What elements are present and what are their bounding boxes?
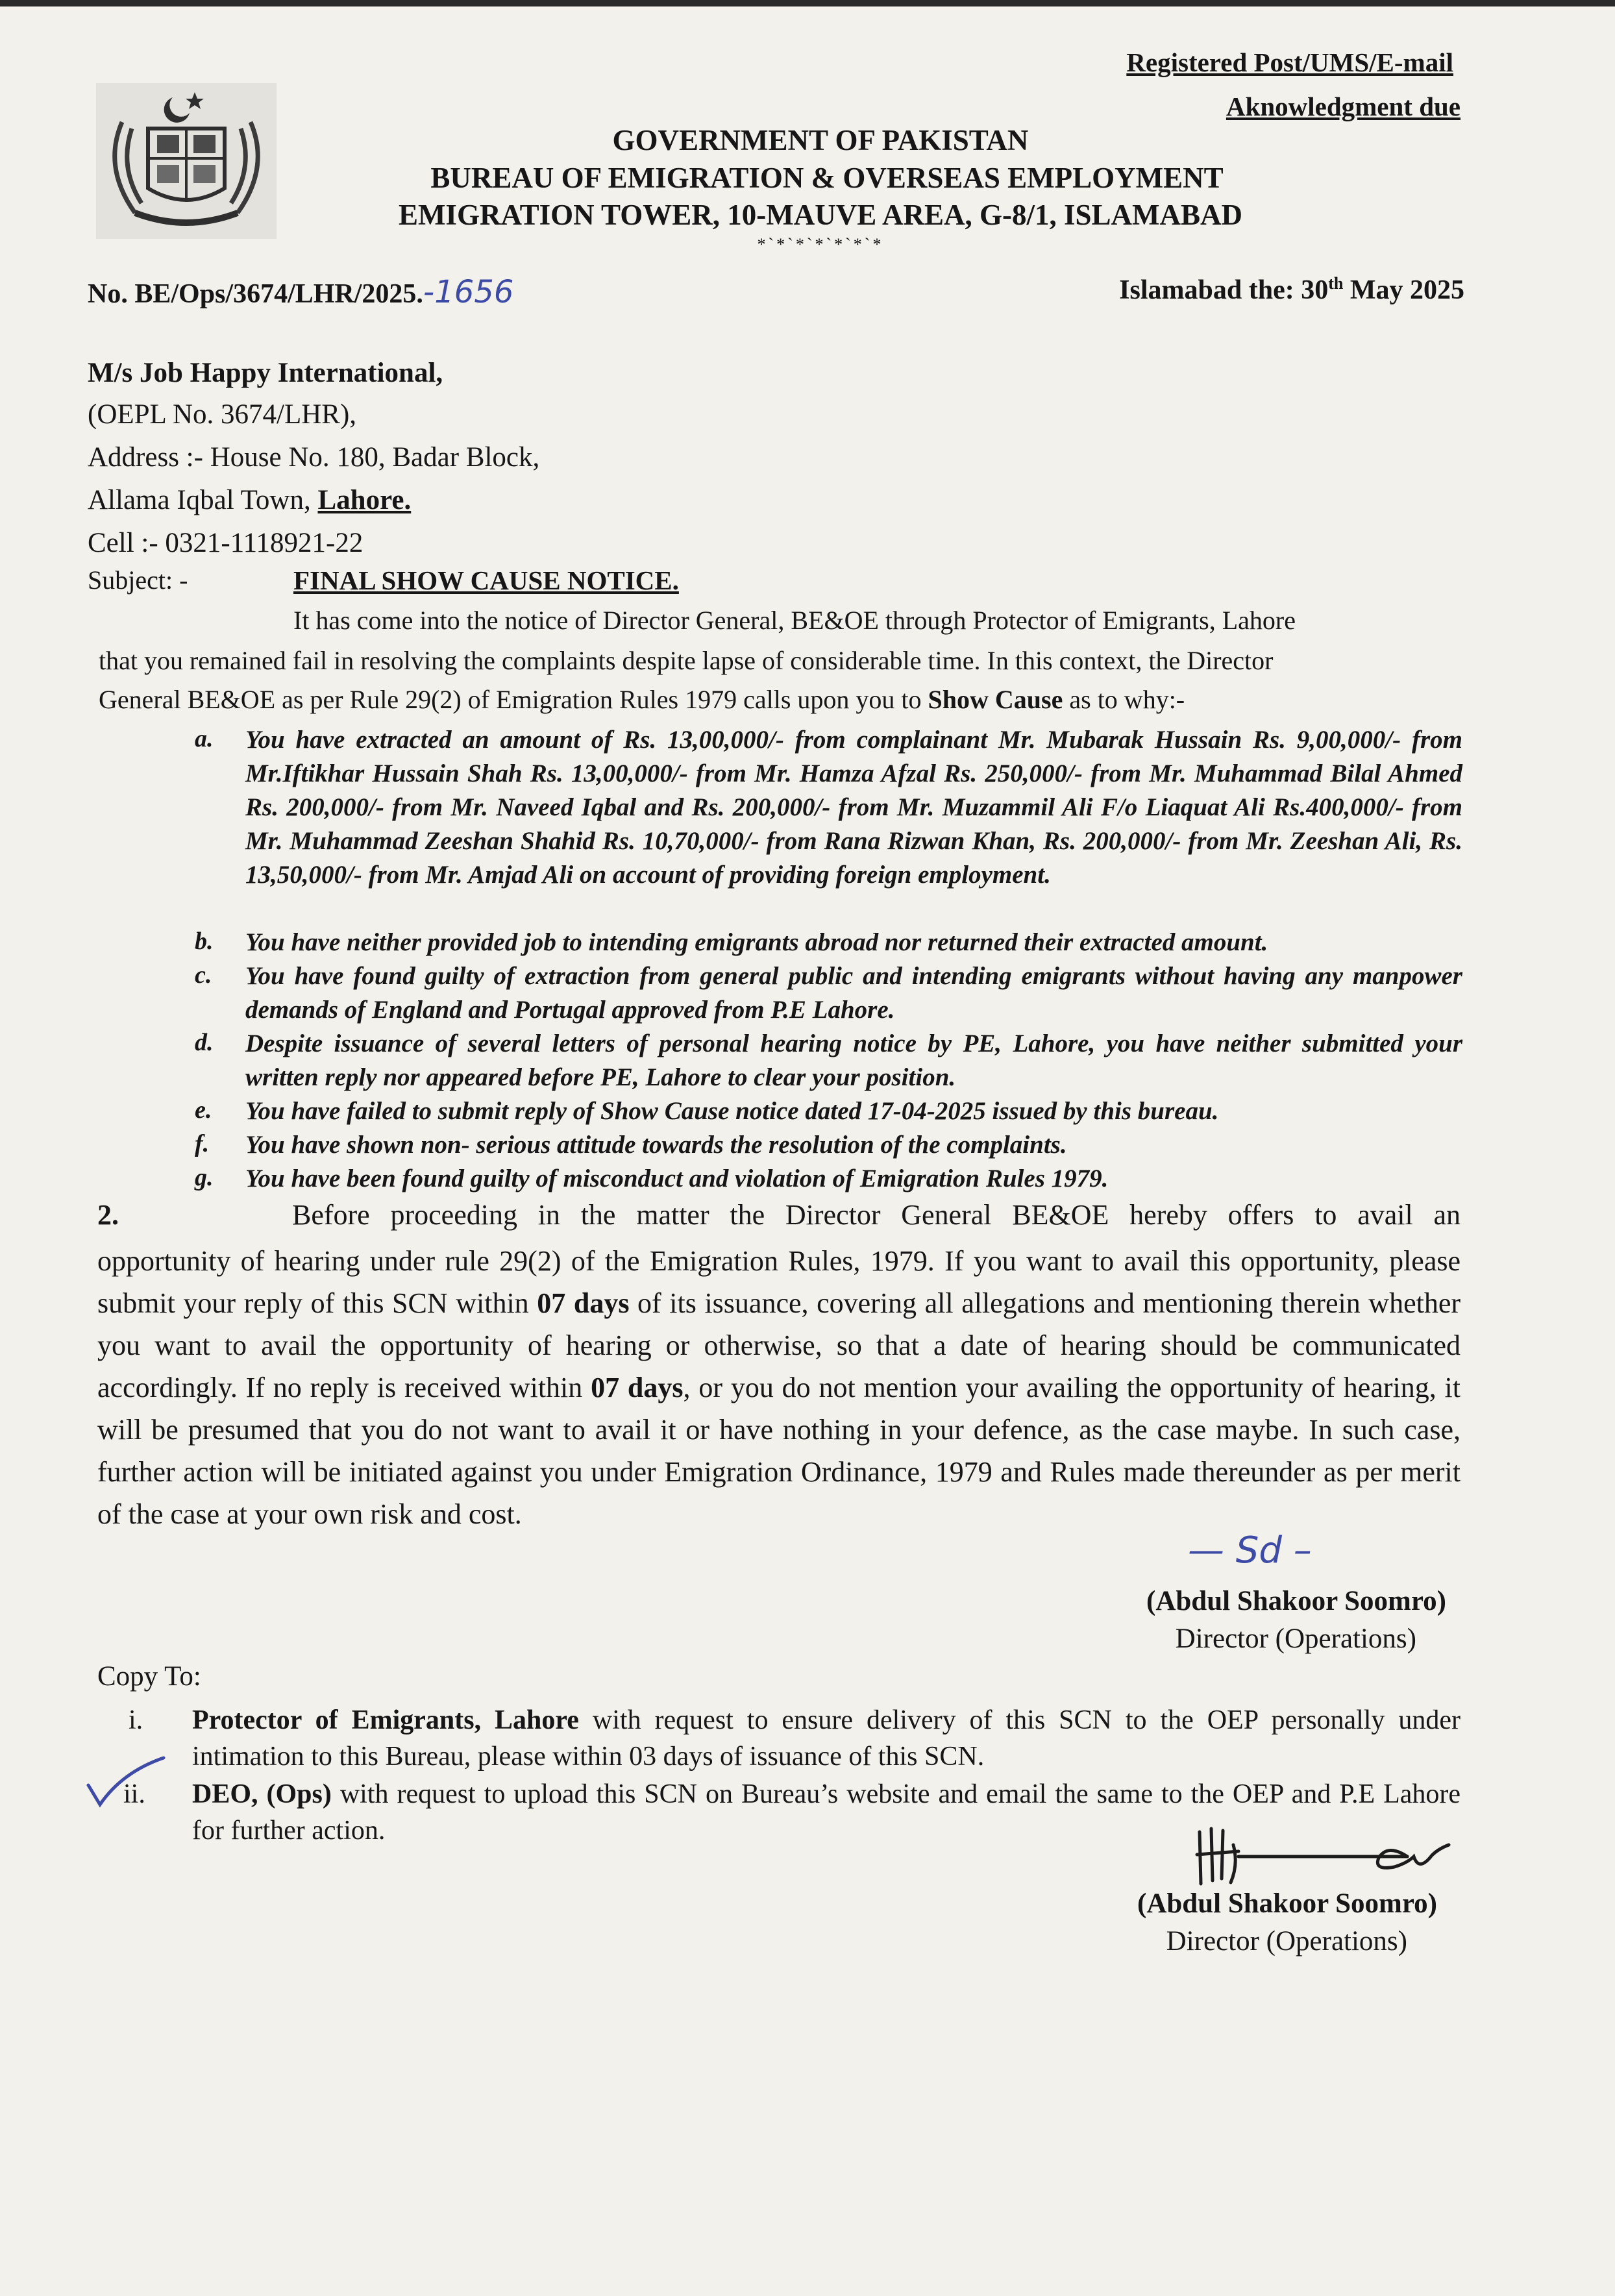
signatory-name: (Abdul Shakoor Soomro) xyxy=(1146,1586,1446,1616)
address2-text: Allama Iqbal Town, xyxy=(88,485,318,515)
date-prefix: Islamabad the: 30 xyxy=(1119,275,1329,305)
allegation-letter: e. xyxy=(195,1096,212,1124)
org-heading-line2: BUREAU OF EMIGRATION & OVERSEAS EMPLOYMENT xyxy=(430,162,1224,194)
paragraph2-first-line: Before proceeding in the matter the Director General BE&OE hereby offers to avail an xyxy=(292,1199,1461,1231)
copy-item xyxy=(192,1702,1461,1775)
allegation-item: You have been found guilty of misconduct and violation of Emigration Rules 1979. xyxy=(245,1165,1109,1192)
copy-instruction: with request to upload this SCN on Bureau’s website and email the same to the OEP and P.E Lahore for further action. xyxy=(192,1779,1461,1845)
allegation-letter: b. xyxy=(195,928,214,955)
copy-recipient: DEO, (Ops) xyxy=(192,1779,332,1809)
allegation-item: You have neither provided job to intending emigrants abroad nor returned their extracted amount. xyxy=(245,928,1268,956)
acknowledgment-label: Aknowledgment due xyxy=(1226,92,1461,121)
handwritten-signature xyxy=(1193,1819,1479,1890)
copy-to-label: Copy To: xyxy=(97,1661,201,1692)
subject-label: Subject: - xyxy=(88,565,188,595)
allegation-letter: f. xyxy=(195,1130,210,1157)
org-heading-line3: EMIGRATION TOWER, 10-MAUVE AREA, G-8/1, ISLAMABAD xyxy=(398,199,1243,231)
allegation-item: You have failed to submit reply of Show Cause notice dated 17-04-2025 issued by this bureau. xyxy=(245,1097,1219,1125)
allegation-letter: c. xyxy=(195,961,212,989)
allegation-letter: d. xyxy=(195,1029,214,1056)
signatory-designation: Director (Operations) xyxy=(1175,1623,1416,1654)
reference-handwritten-number: -1656 xyxy=(423,274,514,310)
signatory-name: (Abdul Shakoor Soomro) xyxy=(1137,1888,1437,1919)
org-heading-line1: GOVERNMENT OF PAKISTAN xyxy=(612,124,1029,156)
paragraph2-text: opportunity of hearing under rule 29(2) of the Emigration Rules, 1979. If you want to avail this opportunity, please submit your reply of this SCN within xyxy=(97,1245,1461,1319)
reference-number-text: No. BE/Ops/3674/LHR/2025. xyxy=(88,279,423,309)
intro-show-cause: Show Cause xyxy=(928,685,1063,714)
copy-instruction: with request to ensure delivery of this SCN to the OEP personally under intimation to this Bureau, please within 03 days of issuance of this SCN. xyxy=(192,1705,1461,1771)
allegation-letter: a. xyxy=(195,725,214,752)
scan-edge xyxy=(0,0,1615,6)
copy-item-number: ii. xyxy=(123,1779,145,1809)
address2-city: Lahore. xyxy=(317,485,412,515)
addressee-address2 xyxy=(88,484,411,516)
registered-post-label: Registered Post/UMS/E-mail xyxy=(1126,47,1453,77)
allegation-item: You have shown non- serious attitude towards the resolution of the complaints. xyxy=(245,1131,1067,1159)
reference-number xyxy=(88,274,513,310)
paragraph2-text: of its issuance, covering all allegations and mentioning therein whether you want to avail the opportunity of hearing or otherwise, so that a date of hearing should be communicated accordingly. If no reply is received within xyxy=(97,1287,1461,1403)
paragraph2-text: , or you do not mention your availing the opportunity of hearing, it will be presumed that you do not want to avail it or have nothing in your defence, as the case maybe. In such case, further action will be initiated against you under Emigration Ordinance, 1979 and Rules made thereunder as per merit of the case at your own risk and cost. xyxy=(97,1372,1461,1530)
addressee-address1: Address :- House No. 180, Badar Block, xyxy=(88,442,540,473)
letter-date xyxy=(1119,274,1464,306)
addressee-oepl: (OEPL No. 3674/LHR), xyxy=(88,399,357,430)
date-suffix: May 2025 xyxy=(1343,275,1464,305)
allegation-letter: g. xyxy=(195,1164,214,1191)
decorative-stars: *`*`*`*`*`*`* xyxy=(757,235,884,254)
addressee-name: M/s Job Happy International, xyxy=(88,358,443,388)
reply-deadline: 07 days xyxy=(591,1372,684,1403)
allegation-item: You have found guilty of extraction from general public and intending emigrants without having any manpower demands of England and Portugal approved from P.E Lahore. xyxy=(245,962,1462,1024)
paragraph-number: 2. xyxy=(97,1199,119,1231)
subject-title: FINAL SHOW CAUSE NOTICE. xyxy=(293,565,679,595)
allegation-item: Despite issuance of several letters of personal hearing notice by PE, Lahore, you have neither submitted your written reply nor appeared before PE, Lahore to clear your position. xyxy=(245,1030,1462,1091)
copy-recipient: Protector of Emigrants, Lahore xyxy=(192,1705,579,1735)
addressee-cell: Cell :- 0321-1118921-22 xyxy=(88,528,364,558)
intro-line2: that you remained fail in resolving the complaints despite lapse of considerable time. In this context, the Director xyxy=(99,646,1274,675)
handwritten-signature-sd: — Sd – xyxy=(1188,1529,1312,1572)
intro-line3 xyxy=(99,682,1185,718)
allegation-item: You have extracted an amount of Rs. 13,00,000/- from complainant Mr. Mubarak Hussain Rs. 9,00,000/- from Mr.Iftikhar Hussain Shah Rs. 13,00,000/- from Mr. Hamza Afzal Rs. 250,000/- from Mr. Muhammad Bilal Ahmed Rs. 200,000/- from Mr. Naveed Iqbal and Rs. 200,000/- from Mr. Muzammil Ali F/o Liaquat Ali Rs.400,000/- from Mr. Muhammad Zeeshan Shahid Rs. 10,70,000/- from Rana Rizwan Khan, Rs. 200,000/- from Mr. Zeeshan Ali, Rs. 13,50,000/- from Mr. Amjad Ali on account of providing foreign employment. xyxy=(245,726,1462,889)
signatory-designation: Director (Operations) xyxy=(1166,1926,1407,1957)
intro-line3-tail: as to why:- xyxy=(1063,685,1185,714)
copy-item-number: i. xyxy=(129,1705,143,1735)
reply-deadline: 07 days xyxy=(537,1287,630,1319)
date-superscript: th xyxy=(1328,274,1344,293)
paragraph2-body xyxy=(97,1240,1461,1535)
intro-line1: It has come into the notice of Director General, BE&OE through Protector of Emigrants, Lahore xyxy=(293,606,1296,635)
intro-line3-text: General BE&OE as per Rule 29(2) of Emigration Rules 1979 calls upon you to xyxy=(99,685,928,714)
